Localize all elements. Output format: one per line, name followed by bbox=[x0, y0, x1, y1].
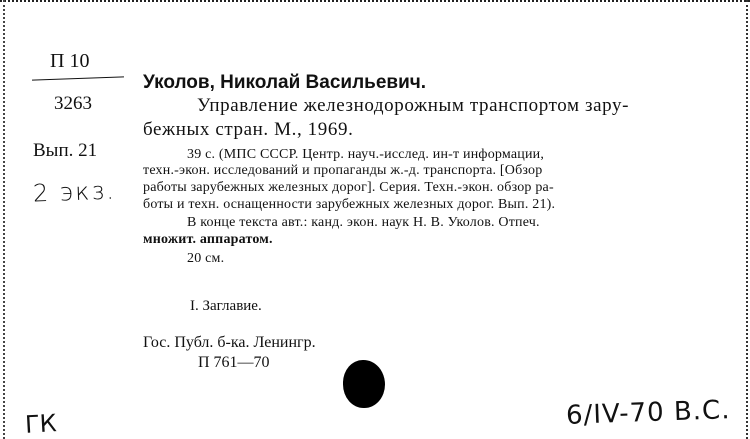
call-number-underline bbox=[32, 76, 124, 80]
call-number: П 10 bbox=[50, 50, 90, 72]
author-heading: Уколов, Николай Васильевич. bbox=[143, 72, 427, 93]
punched-hole bbox=[343, 360, 385, 408]
accession-number: 3263 bbox=[54, 93, 92, 114]
handwritten-copies-note: 2 экз. bbox=[32, 176, 117, 208]
card-size: 20 см. bbox=[187, 251, 225, 266]
title-line-1: Управление железнодорожным транспортом зару- bbox=[197, 95, 630, 116]
issue-number: Вып. 21 bbox=[33, 140, 98, 161]
perforated-left-edge bbox=[3, 0, 7, 439]
title-line-2: бежных стран. М., 1969. bbox=[143, 119, 354, 140]
handwritten-initials: ГК bbox=[24, 409, 58, 439]
handwritten-date-note: 6/IV-70 В.С. bbox=[565, 395, 731, 431]
description-line: техн.-экон. исследований и пропаганды ж.-д. транспорта. [Обзор bbox=[143, 163, 543, 178]
description-line: боты и техн. оснащенности зарубежных железных дорог. Вып. 21). bbox=[143, 197, 556, 212]
library-name: Гос. Публ. б-ка. Ленингр. bbox=[143, 334, 316, 351]
subject-heading: I. Заглавие. bbox=[190, 298, 262, 314]
description-line: работы зарубежных железных дорог]. Серия. Техн.-экон. обзор ра- bbox=[143, 180, 554, 195]
card-number: П 761—70 bbox=[198, 354, 270, 371]
perforated-top-edge bbox=[0, 0, 750, 5]
description-line: В конце текста авт.: канд. экон. наук Н. В. Уколов. Отпеч. bbox=[187, 215, 540, 230]
perforated-right-edge bbox=[744, 0, 748, 439]
description-line: множит. аппаратом. bbox=[143, 232, 273, 247]
description-line: 39 с. (МПС СССР. Центр. науч.-исслед. ин-т информации, bbox=[187, 147, 545, 162]
